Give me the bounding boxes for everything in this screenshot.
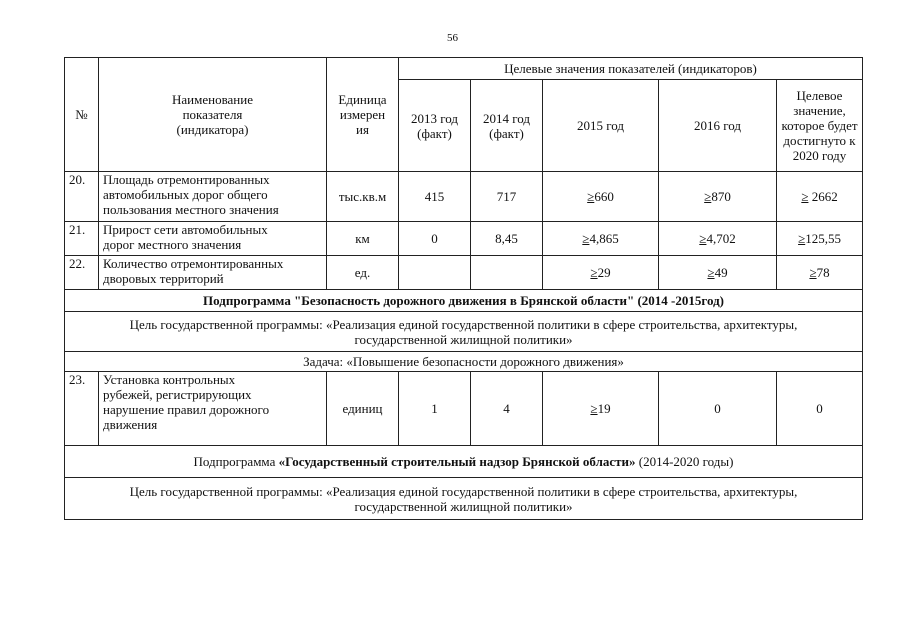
ge-sign: ≥ <box>801 189 809 204</box>
row-unit: тыс.кв.м <box>327 172 399 222</box>
row-unit: км <box>327 222 399 256</box>
header-2020: Целевое значение, которое будет достигнуто к 2020 году <box>777 80 863 172</box>
program-goal: Цель государственной программы: «Реализация единой государственной политики в сфере строительства, архитектуры, государственной жилищной политики» <box>65 312 863 352</box>
row-2016: 0 <box>659 372 777 446</box>
table-row <box>65 372 863 446</box>
subprogram-title: Подпрограмма "Безопасность дорожного движения в Брянской области" (2014 -2015год) <box>65 290 863 312</box>
row-2013: 1 <box>399 372 471 446</box>
table-row <box>65 222 863 256</box>
row-2015: 660 <box>594 189 614 204</box>
row-2016: 49 <box>714 265 728 280</box>
ge-sign: ≥ <box>798 231 806 246</box>
row-2014 <box>471 256 543 290</box>
ge-sign: ≥ <box>587 189 595 204</box>
row-2015: 4,865 <box>589 231 619 246</box>
header-targets: Целевые значения показателей (индикаторов) <box>399 58 863 80</box>
row-2015: 19 <box>597 401 611 416</box>
row-num: 23. <box>65 372 99 446</box>
ge-sign: ≥ <box>590 401 598 416</box>
row-2020: 2662 <box>808 189 838 204</box>
row-2020: 78 <box>816 265 830 280</box>
row-name: Количество отремонтированных дворовых территорий <box>99 256 327 290</box>
subprogram2-suffix: (2014-2020 годы) <box>635 454 734 469</box>
header-2014: 2014 год (факт) <box>471 80 543 172</box>
row-name: Установка контрольных рубежей, регистрирующих нарушение правил дорожного движения <box>99 372 327 446</box>
page-number: 56 <box>447 32 458 44</box>
ge-sign: ≥ <box>699 231 707 246</box>
program-goal-2: Цель государственной программы: «Реализация единой государственной политики в сфере строительства, архитектуры, государственной жилищной политики» <box>65 478 863 520</box>
ge-sign: ≥ <box>704 189 712 204</box>
subprogram2-name: «Государственный строительный надзор Брянской области» <box>278 454 636 469</box>
table-row <box>65 172 863 222</box>
ge-sign: ≥ <box>582 231 590 246</box>
row-2016: 870 <box>711 189 731 204</box>
ge-sign: ≥ <box>809 265 817 280</box>
subprogram-title-2 <box>65 446 863 478</box>
ge-sign: ≥ <box>590 265 598 280</box>
header-2013: 2013 год (факт) <box>399 80 471 172</box>
subprogram2-prefix: Подпрограмма <box>193 454 279 469</box>
row-num: 21. <box>65 222 99 256</box>
row-2013: 0 <box>399 222 471 256</box>
header-2016: 2016 год <box>659 80 777 172</box>
indicators-table <box>64 57 863 520</box>
row-2020: 0 <box>777 372 863 446</box>
row-2014: 717 <box>471 172 543 222</box>
ge-sign: ≥ <box>707 265 715 280</box>
row-num: 22. <box>65 256 99 290</box>
header-unit: Единица измерен ия <box>327 58 399 172</box>
row-unit: ед. <box>327 256 399 290</box>
row-name: Площадь отремонтированных автомобильных дорог общего пользования местного значения <box>99 172 327 222</box>
header-2015: 2015 год <box>543 80 659 172</box>
row-2016: 4,702 <box>706 231 736 246</box>
row-num: 20. <box>65 172 99 222</box>
row-2014: 4 <box>471 372 543 446</box>
table-row <box>65 256 863 290</box>
header-num: № <box>65 58 99 172</box>
row-2020: 125,55 <box>805 231 841 246</box>
row-name: Прирост сети автомобильных дорог местного значения <box>99 222 327 256</box>
row-2013: 415 <box>399 172 471 222</box>
row-2013 <box>399 256 471 290</box>
header-name: Наименование показателя (индикатора) <box>99 58 327 172</box>
row-2014: 8,45 <box>471 222 543 256</box>
row-unit: единиц <box>327 372 399 446</box>
task-title: Задача: «Повышение безопасности дорожного движения» <box>65 352 863 372</box>
row-2015: 29 <box>597 265 611 280</box>
